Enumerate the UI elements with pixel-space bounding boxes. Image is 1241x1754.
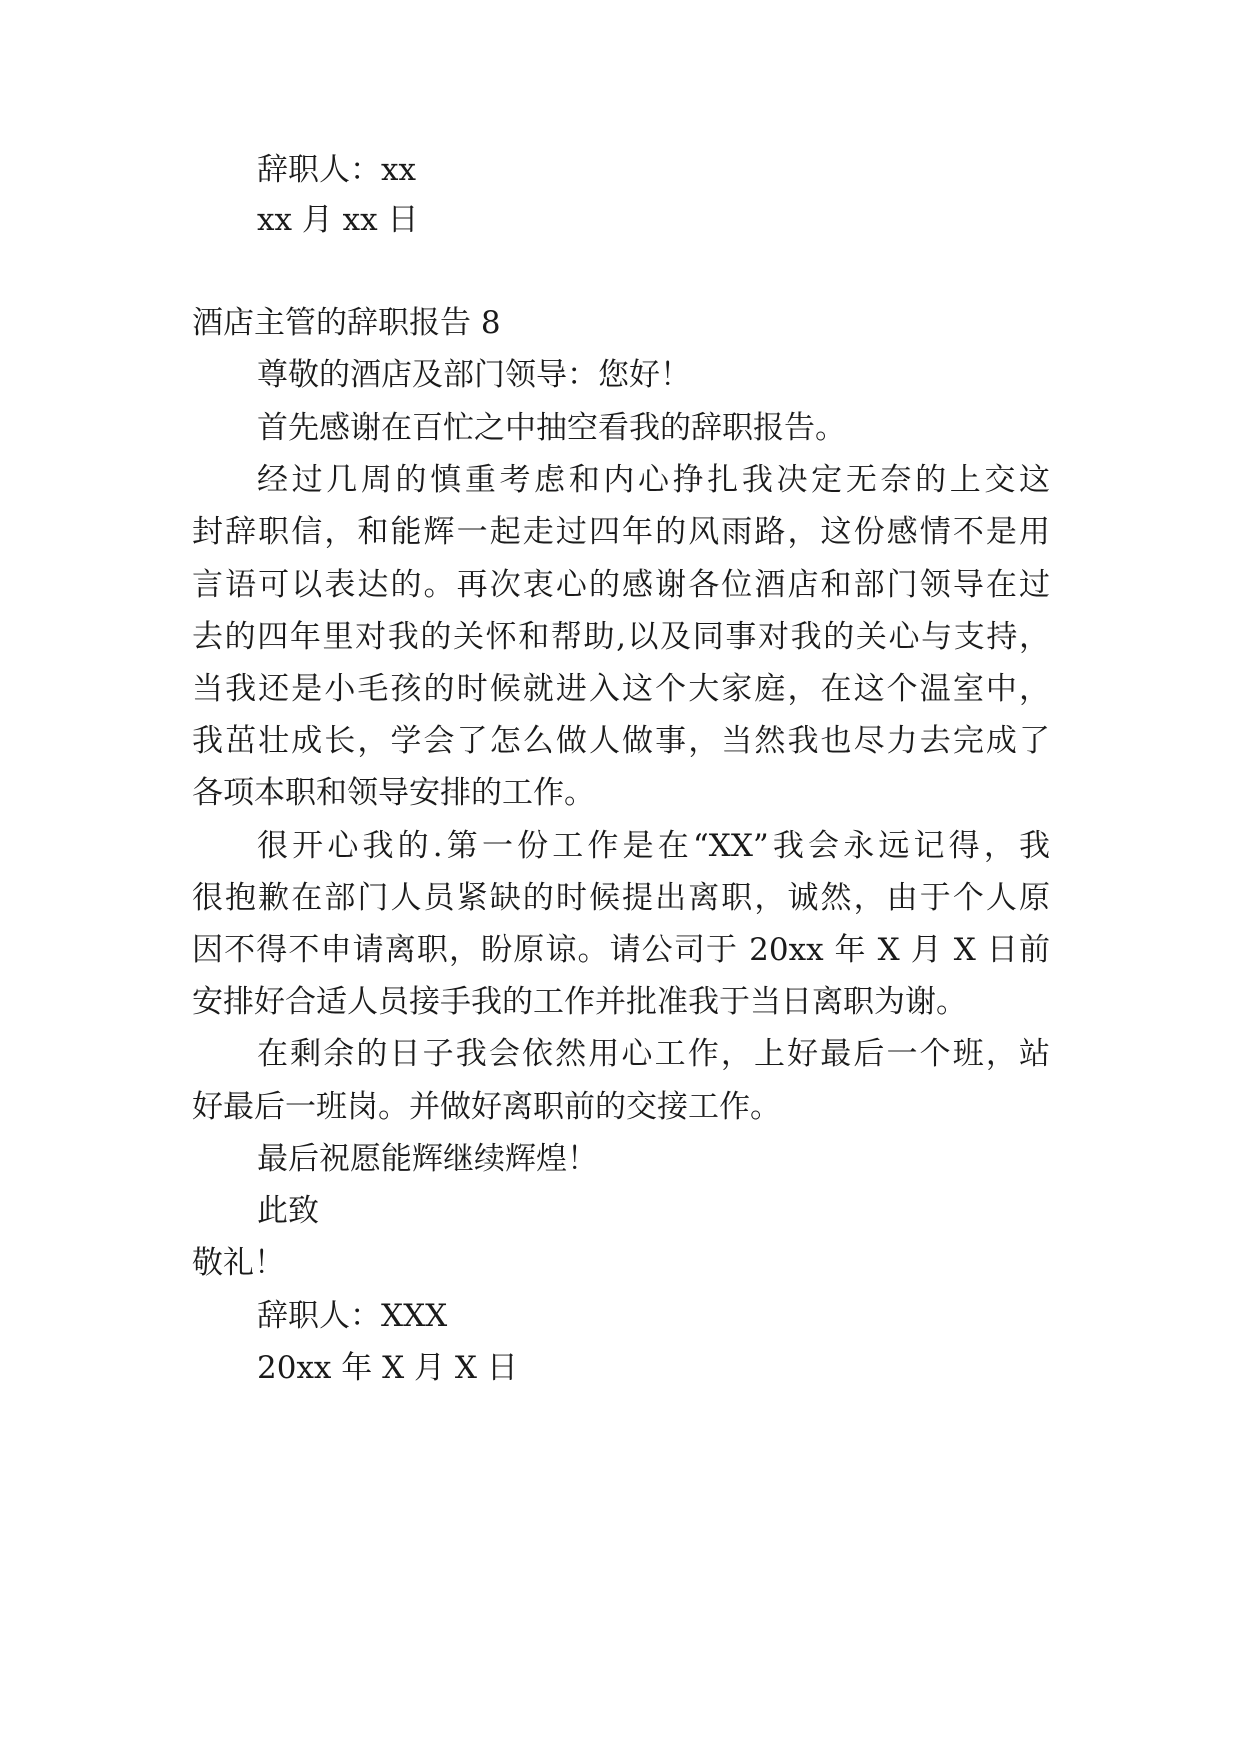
paragraph-line: 安排好合适人员接手我的工作并批准我于当日离职为谢。 <box>192 984 967 1020</box>
paragraph-line: 很开心我的.第一份工作是在“XX”我会永远记得，我 <box>257 828 1050 864</box>
paragraph-line: 封辞职信，和能辉一起走过四年的风雨路，这份感情不是用 <box>192 514 1050 550</box>
paragraph-line: 因不得不申请离职，盼原谅。请公司于 20xx 年 X 月 X 日前 <box>192 932 1050 968</box>
closing-line: 此致 <box>257 1193 319 1229</box>
paragraph-line: 我茁壮成长，学会了怎么做人做事，当然我也尽力去完成了 <box>192 723 1050 759</box>
paragraph-line: 经过几周的慎重考虑和内心挣扎我决定无奈的上交这 <box>257 462 1050 498</box>
paragraph-line: 各项本职和领导安排的工作。 <box>192 775 595 811</box>
paragraph-line: 言语可以表达的。再次衷心的感谢各位酒店和部门领导在过 <box>192 567 1050 603</box>
paragraph-line: 当我还是小毛孩的时候就进入这个大家庭，在这个温室中， <box>192 671 1050 707</box>
paragraph-line: 好最后一班岗。并做好离职前的交接工作。 <box>192 1089 781 1125</box>
letter-date: 20xx 年 X 月 X 日 <box>257 1350 518 1386</box>
salutation: 尊敬的酒店及部门领导：您好！ <box>257 357 691 393</box>
paragraph-line: 在剩余的日子我会依然用心工作，上好最后一个班，站 <box>257 1036 1050 1072</box>
closing-salute: 敬礼！ <box>192 1245 285 1281</box>
signer: 辞职人：XXX <box>257 1298 448 1334</box>
paragraph-intro: 首先感谢在百忙之中抽空看我的辞职报告。 <box>257 410 846 446</box>
paragraph-line: 很抱歉在部门人员紧缺的时候提出离职，诚然，由于个人原 <box>192 880 1050 916</box>
letter-title: 酒店主管的辞职报告 8 <box>192 305 501 341</box>
paragraph-wish: 最后祝愿能辉继续辉煌！ <box>257 1141 598 1177</box>
prev-signer: 辞职人：xx <box>257 152 416 188</box>
paragraph-line: 去的四年里对我的关怀和帮助,以及同事对我的关心与支持， <box>192 619 1050 655</box>
prev-date: xx 月 xx 日 <box>257 202 419 238</box>
